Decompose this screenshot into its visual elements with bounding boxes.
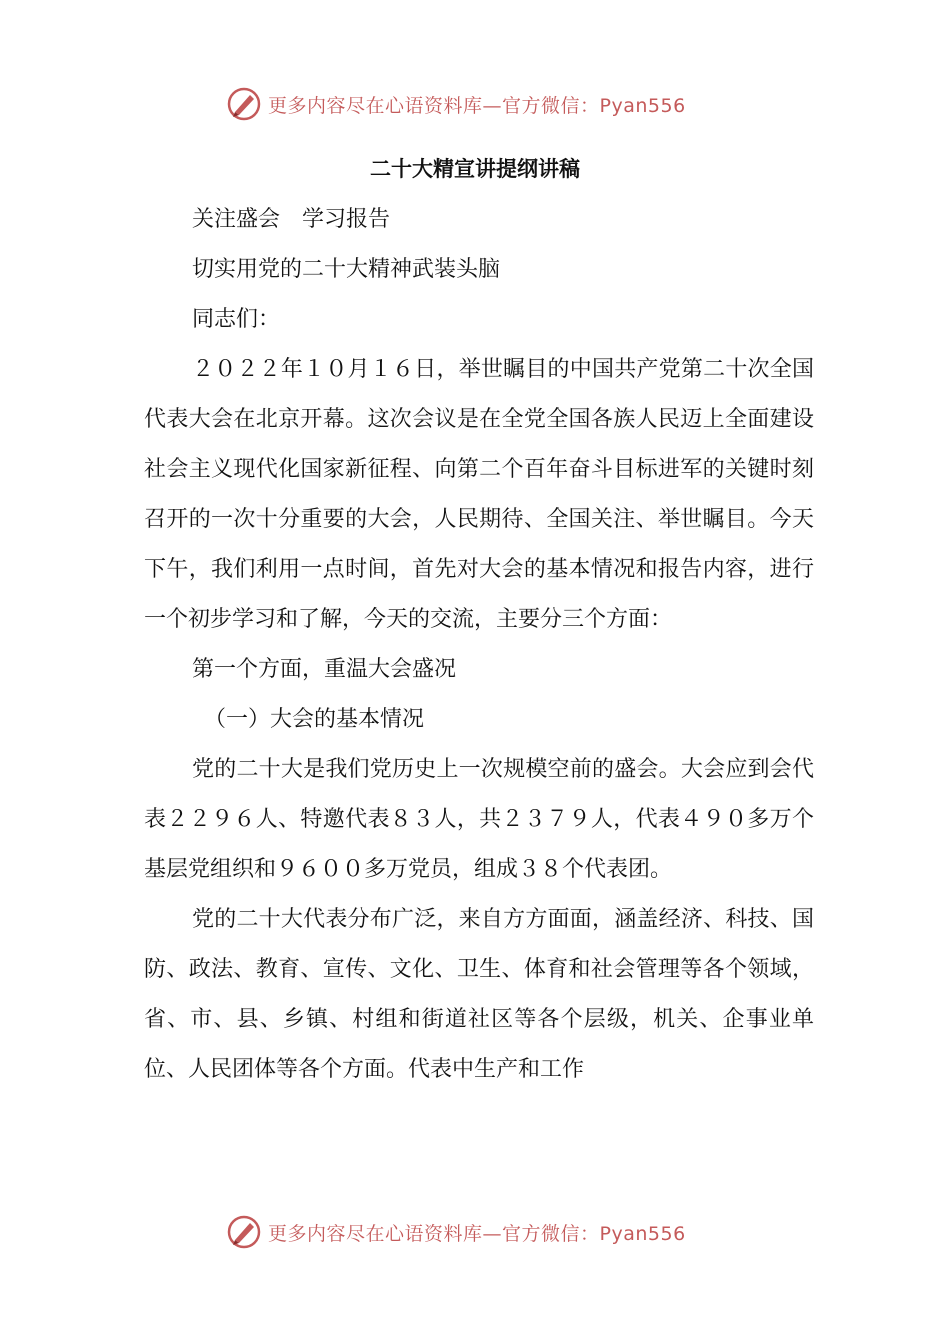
header-watermark (226, 84, 726, 124)
section-heading: 第一个方面，重温大会盛况 (192, 657, 457, 682)
document-title: 二十大精宣讲提纲讲稿 (370, 157, 580, 181)
paragraph: 切实用党的二十大精神武装头脑 (192, 257, 501, 282)
pen-logo-icon (226, 86, 262, 122)
paragraph: 党的二十大是我们党历史上一次规模空前的盛会。大会应到会代表２２９６人、特邀代表８３人，共２３７９人，代表４９０多万个基层党组织和９６００多万党员，组成３８个代表团。 (144, 757, 814, 882)
pen-logo-icon (226, 1214, 262, 1250)
paragraph: 同志们： (192, 307, 281, 332)
watermark-text: 更多内容尽在心语资料库—官方微信：Pyan556 (268, 1222, 686, 1245)
watermark-text: 更多内容尽在心语资料库—官方微信：Pyan556 (268, 94, 686, 117)
paragraph: 党的二十大代表分布广泛，来自方方面面，涵盖经济、科技、国防、政法、教育、宣传、文化、卫生、体育和社会管理等各个领域，省、市、县、乡镇、村组和街道社区等各个层级，机关、企事业单位、人民团体等各个方面。代表中生产和工作 (144, 907, 814, 1082)
footer-watermark (226, 1212, 726, 1252)
subsection-heading: （一）大会的基本情况 (204, 707, 425, 732)
document-body (144, 195, 814, 1095)
paragraph: 关注盛会 学习报告 (192, 207, 391, 232)
paragraph: ２０２２年１０月１６日，举世瞩目的中国共产党第二十次全国代表大会在北京开幕。这次会议是在全党全国各族人民迈上全面建设社会主义现代化国家新征程、向第二个百年奋斗目标进军的关键时刻召开的一次十分重要的大会，人民期待、全国关注、举世瞩目。今天下午，我们利用一点时间，首先对大会的基本情况和报告内容，进行一个初步学习和了解，今天的交流，主要分三个方面： (144, 357, 814, 632)
